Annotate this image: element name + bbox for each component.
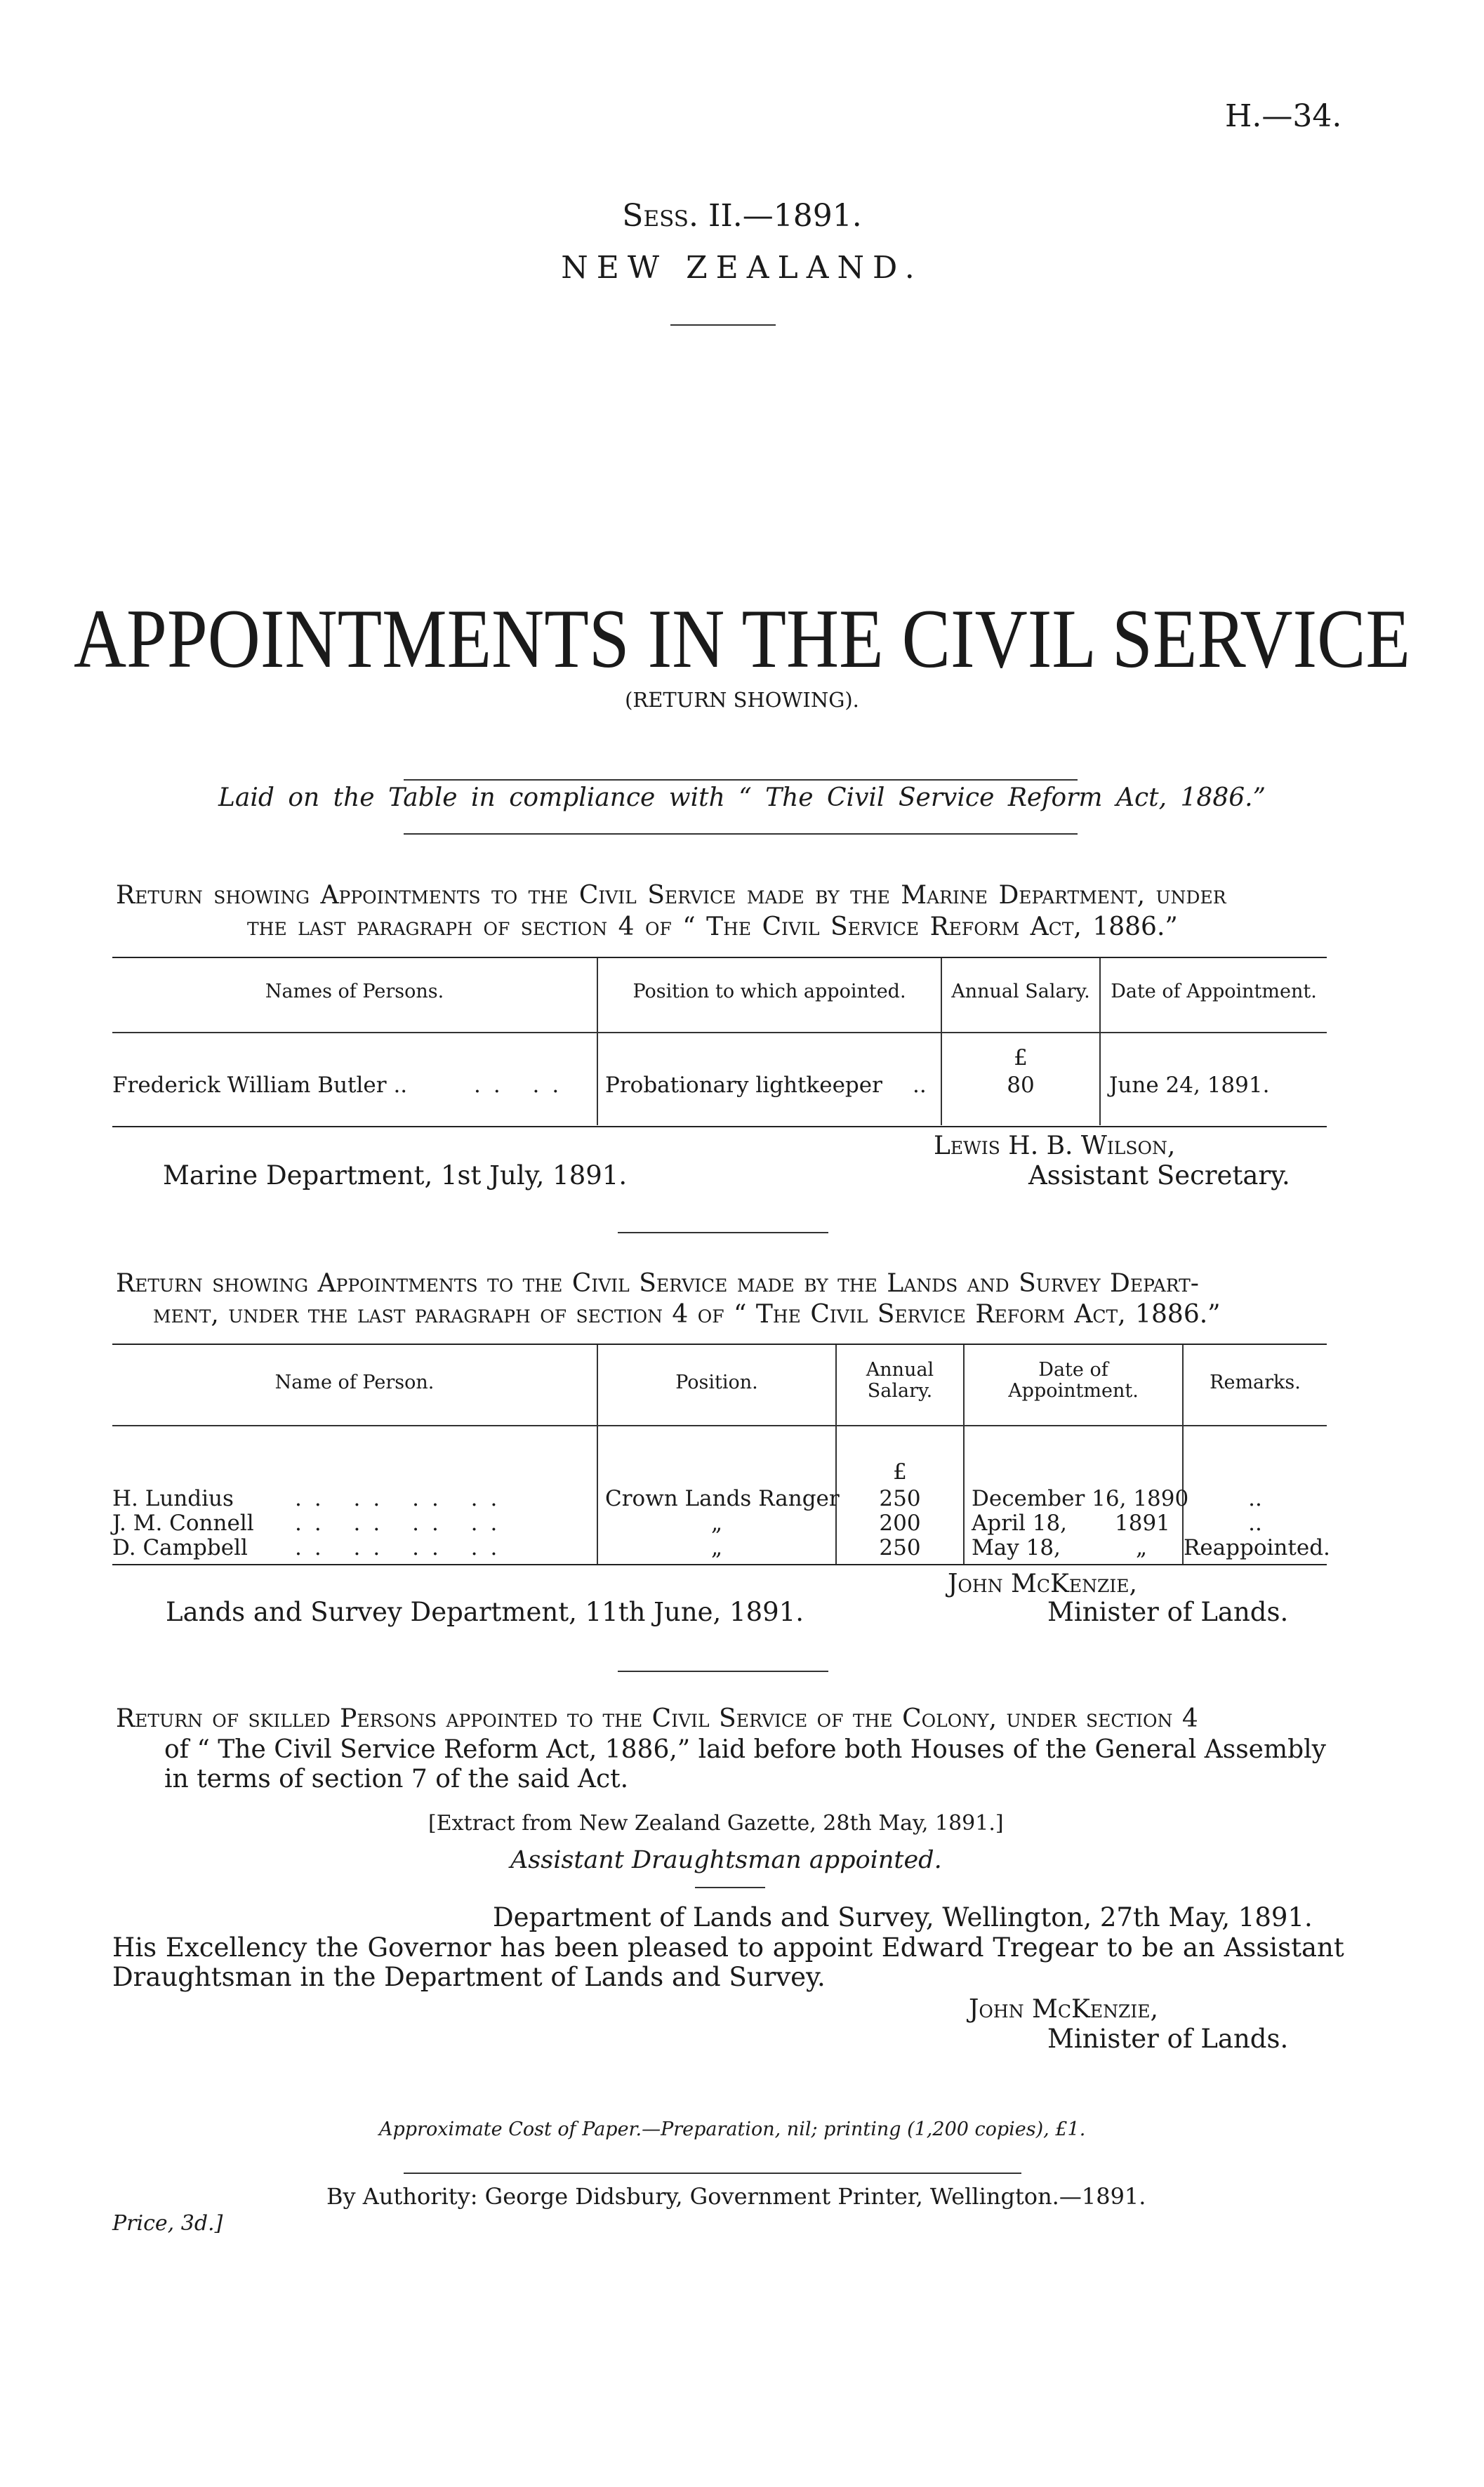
marine-header-rule	[112, 1032, 1327, 1033]
lands-header-rule	[112, 1425, 1327, 1426]
lands-row-position: „	[710, 1511, 723, 1536]
gazette-extract: [Extract from New Zealand Gazette, 28th May, 1891.]	[428, 1811, 1004, 1836]
skilled-signer: John McKenzie,	[969, 1995, 1158, 2024]
marine-currency-symbol: £	[1014, 1045, 1028, 1070]
marine-row-salary: 80	[1007, 1073, 1035, 1098]
lands-header-name: Name of Person.	[274, 1372, 435, 1393]
lands-table-bottom-rule	[112, 1564, 1327, 1565]
lands-row-salary: 250	[879, 1535, 921, 1560]
marine-row-position-dots: ..	[913, 1073, 927, 1098]
marine-header-position: Position to which appointed.	[632, 981, 906, 1002]
skilled-intro-line3: in terms of section 7 of the said Act.	[164, 1765, 629, 1793]
laid-top-rule	[404, 779, 1078, 781]
marine-table-bottom-rule	[112, 1126, 1327, 1127]
marine-col-divider	[597, 958, 598, 1125]
skilled-intro-line1: Return of skilled Persons appointed to the Civil Service of the Colony, under section 4	[116, 1704, 1198, 1733]
marine-intro-line2: the last paragraph of section 4 of “ The Civil Service Reform Act, 1886.”	[247, 913, 1178, 941]
appointment-body-line1: His Excellency the Governor has been pleased to appoint Edward Tregear to be an Assistant	[112, 1932, 1344, 1963]
lands-header-position: Position.	[675, 1372, 758, 1393]
marine-row-dots: .. ..	[474, 1073, 572, 1098]
header-divider	[670, 324, 776, 326]
document-subtitle: (RETURN SHOWING).	[625, 688, 859, 712]
footer-rule	[404, 2173, 1021, 2174]
lands-header-remarks: Remarks.	[1210, 1372, 1301, 1393]
document-title: APPOINTMENTS IN THE CIVIL SERVICE	[73, 592, 1411, 686]
appointment-heading-rule	[695, 1887, 765, 1888]
lands-row-remarks: ..	[1248, 1486, 1262, 1511]
appointment-heading: Assistant Draughtsman appointed.	[510, 1846, 942, 1874]
laid-on-table-note: Laid on the Table in compliance with “ The Civil Service Reform Act, 1886.”	[218, 783, 1266, 812]
skilled-signer-title: Minister of Lands.	[1047, 2024, 1289, 2054]
lands-row-name: H. Lundius	[112, 1486, 234, 1511]
lands-row-dots: .. .. .. ..	[295, 1486, 510, 1511]
lands-header-date: Date of Appointment.	[1008, 1359, 1139, 1402]
marine-signer: Lewis H. B. Wilson,	[934, 1132, 1176, 1160]
lands-signer: John McKenzie,	[948, 1570, 1137, 1598]
session-heading: Sess. II.—1891.	[622, 198, 862, 234]
marine-place-date: Marine Department, 1st July, 1891.	[163, 1160, 628, 1191]
document-reference: H.—34.	[1225, 98, 1342, 134]
lands-col-divider	[963, 1345, 965, 1564]
lands-currency-symbol: £	[893, 1459, 907, 1485]
lands-row-position: Crown Lands Ranger	[605, 1486, 840, 1511]
section-divider	[618, 1671, 828, 1672]
marine-intro-line1: Return showing Appointments to the Civil Service made by the Marine Department, under	[116, 881, 1226, 910]
lands-row-salary: 200	[879, 1511, 921, 1536]
lands-intro-line2: ment, under the last paragraph of section 4 of “ The Civil Service Reform Act, 1886.”	[153, 1300, 1221, 1329]
marine-row-name: Frederick William Butler ..	[112, 1073, 408, 1098]
lands-row-name: D. Campbell	[112, 1535, 248, 1560]
lands-row-year: 1891	[1115, 1511, 1170, 1536]
lands-header-salary: Annual Salary.	[866, 1359, 934, 1402]
lands-row-salary: 250	[879, 1486, 921, 1511]
marine-table-top-rule	[112, 957, 1327, 958]
marine-col-divider	[941, 958, 942, 1125]
marine-header-names: Names of Persons.	[265, 981, 444, 1002]
skilled-intro-line2: of “ The Civil Service Reform Act, 1886,” laid before both Houses of the General Assembly	[164, 1735, 1327, 1764]
lands-place-date: Lands and Survey Department, 11th June, 1891.	[166, 1597, 804, 1627]
section-divider	[618, 1232, 828, 1233]
approximate-cost-note: Approximate Cost of Paper.—Preparation, nil; printing (1,200 copies), £1.	[379, 2118, 1086, 2140]
price-note: Price, 3d.]	[112, 2211, 223, 2236]
lands-row-date: December 16, 1890	[972, 1486, 1189, 1511]
lands-intro-line1: Return showing Appointments to the Civil Service made by the Lands and Survey Depart-	[116, 1269, 1199, 1298]
marine-signer-title: Assistant Secretary.	[1028, 1160, 1290, 1191]
marine-row-date: June 24, 1891.	[1109, 1073, 1270, 1098]
lands-row-position: „	[710, 1535, 723, 1560]
lands-signer-title: Minister of Lands.	[1047, 1597, 1289, 1627]
printer-authority: By Authority: George Didsbury, Government Printer, Wellington.—1891.	[326, 2183, 1146, 2210]
lands-row-dots: .. .. .. ..	[295, 1511, 510, 1536]
marine-row-position: Probationary lightkeeper	[605, 1073, 882, 1098]
lands-table-top-rule	[112, 1344, 1327, 1345]
marine-header-date: Date of Appointment.	[1111, 981, 1317, 1002]
lands-row-remarks: ..	[1248, 1511, 1262, 1536]
lands-row-date: April 18,	[972, 1511, 1068, 1536]
marine-header-salary: Annual Salary.	[951, 981, 1090, 1002]
lands-row-date: May 18,	[972, 1535, 1061, 1560]
country-heading: NEW ZEALAND.	[561, 250, 923, 286]
appointment-body-line2: Draughtsman in the Department of Lands and Survey.	[112, 1962, 826, 1992]
marine-col-divider	[1099, 958, 1101, 1125]
lands-row-name: J. M. Connell	[112, 1511, 254, 1536]
lands-row-remarks: Reappointed.	[1184, 1535, 1330, 1560]
laid-bottom-rule	[404, 833, 1078, 835]
lands-row-year: „	[1136, 1535, 1148, 1560]
department-date-line: Department of Lands and Survey, Wellington, 27th May, 1891.	[493, 1902, 1313, 1932]
lands-row-dots: .. .. .. ..	[295, 1535, 510, 1560]
